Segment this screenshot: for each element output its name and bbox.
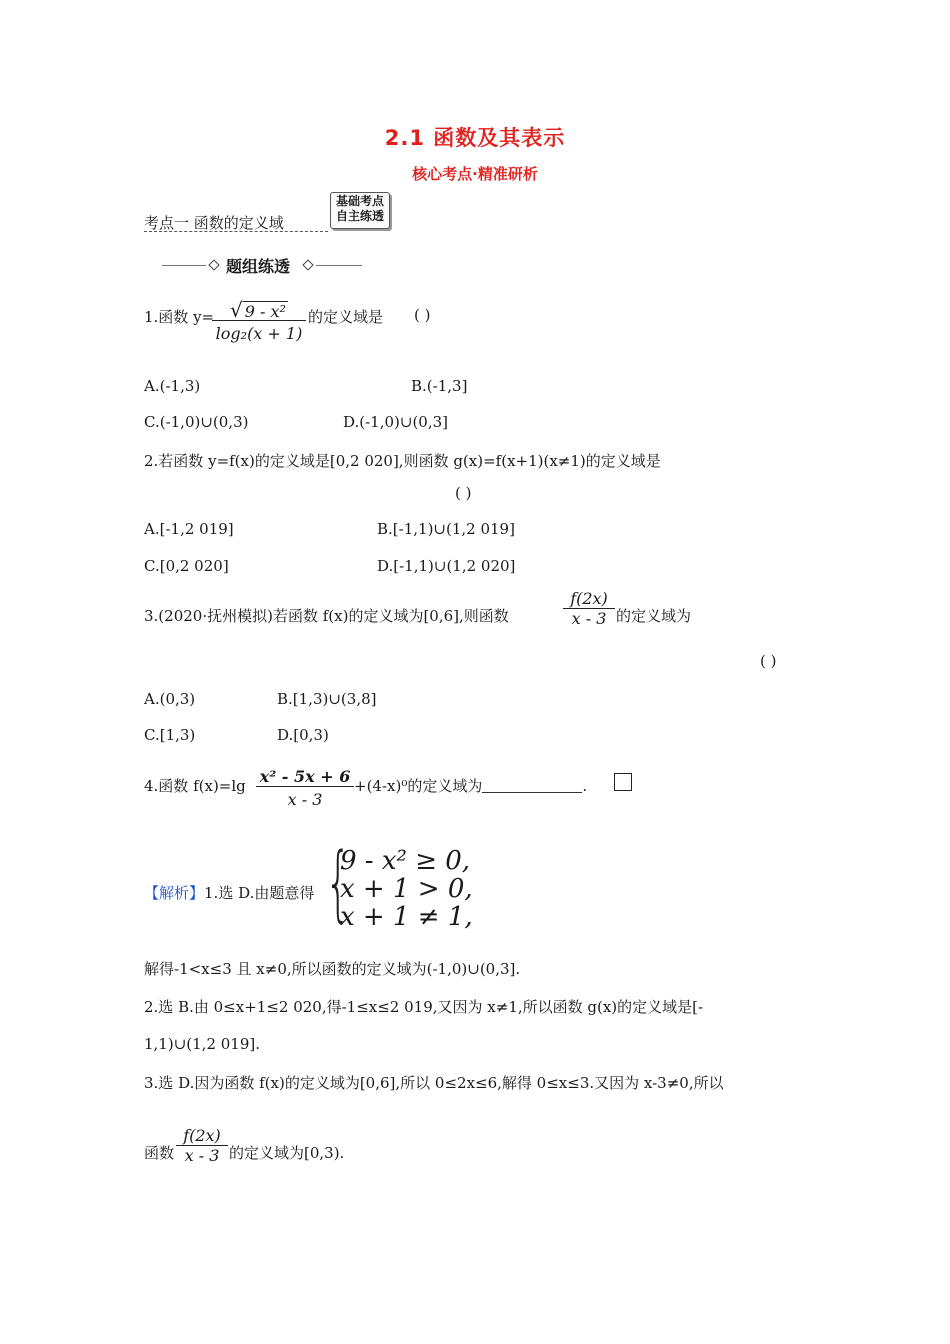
q4-prefix: 4.函数 f(x)=lg (144, 777, 246, 795)
q3-option-a: A.(0,3) (144, 690, 196, 708)
q4-suffix (354, 775, 587, 796)
analysis-intro-text: 1.选 D.由题意得 (204, 884, 315, 902)
analysis-line-4: 3.选 D.因为函数 f(x)的定义域为[0,6],所以 0≤2x≤6,解得 0≤x≤3.又因为 x-3≠0,所以 (144, 1074, 724, 1092)
q3-denominator: x - 3 (571, 609, 607, 628)
q1-option-c: C.(-1,0)∪(0,3) (144, 413, 249, 431)
q4-numerator: x² - 5x + 6 (259, 767, 351, 786)
q3-numerator: f(2x) (570, 589, 608, 608)
q1-fraction (212, 298, 306, 343)
badge-line-1: 基础考点 (335, 194, 384, 208)
q1-denominator: log₂(x + 1) (215, 324, 303, 343)
analysis-numerator: f(2x) (183, 1126, 221, 1145)
page-subtitle: 核心考点·精准研析 (412, 165, 538, 183)
analysis-fraction (176, 1126, 228, 1165)
q1-numerator: 9 - x² (244, 302, 286, 321)
q2-option-d: D.[-1,1)∪(1,2 020] (377, 557, 516, 575)
page-title: 2.1 函数及其表示 (384, 126, 566, 150)
left-brace-icon: { (325, 836, 352, 931)
q1-option-d: D.(-1,0)∪(0,3] (343, 413, 449, 431)
analysis-line-2: 2.选 B.由 0≤x+1≤2 020,得-1≤x≤2 019,又因为 x≠1,所以函数 g(x)的定义域是[- (144, 998, 704, 1016)
q3-option-c: C.[1,3) (144, 726, 196, 744)
diamond-left-icon (208, 259, 219, 270)
group-title: 题组练透 (226, 257, 291, 276)
q2-option-a: A.[-1,2 019] (144, 520, 234, 538)
q3-option-d: D.[0,3) (277, 726, 329, 744)
checkbox-square-icon[interactable] (614, 773, 632, 791)
section-badge (330, 192, 390, 229)
analysis-intro (144, 882, 314, 903)
section-label: 考点一 函数的定义域 (144, 214, 284, 232)
q1-prefix: 1.函数 y= (144, 308, 215, 326)
q2-option-b: B.[-1,1)∪(1,2 019] (377, 520, 515, 538)
analysis-line-1: 解得-1<x≤3 且 x≠0,所以函数的定义域为(-1,0)∪(0,3]. (144, 960, 521, 978)
divider-right (316, 265, 362, 266)
q3-suffix: 的定义域为 (616, 607, 692, 625)
system-line-2: x + 1 > 0, (340, 874, 473, 904)
diamond-right-icon (302, 259, 313, 270)
system-line-3: x + 1 ≠ 1, (340, 902, 473, 932)
analysis-denominator: x - 3 (184, 1146, 220, 1165)
q2-answer-paren: ( ) (455, 484, 472, 502)
analysis-line-3: 1,1)∪(1,2 019]. (144, 1035, 261, 1053)
q4-answer-blank[interactable] (482, 778, 582, 793)
q3-prefix: 3.(2020·抚州模拟)若函数 f(x)的定义域为[0,6],则函数 (144, 607, 509, 625)
section-underline (144, 231, 328, 232)
q1-option-a: A.(-1,3) (144, 377, 201, 395)
q2-text: 2.若函数 y=f(x)的定义域是[0,2 020],则函数 g(x)=f(x+1)(x≠1)的定义域是 (144, 452, 661, 470)
q4-suffix-text: +(4-x)⁰的定义域为 (354, 777, 483, 795)
q4-period: . (582, 777, 588, 795)
q3-fraction (563, 589, 615, 628)
q1-option-b: B.(-1,3] (411, 377, 468, 395)
q2-option-c: C.[0,2 020] (144, 557, 229, 575)
analysis-line-5-suffix: 的定义域为[0,3). (229, 1144, 345, 1162)
q4-denominator: x - 3 (287, 790, 323, 809)
group-heading (162, 254, 362, 276)
q1-answer-paren: ( ) (414, 306, 431, 324)
sqrt-icon: √ (230, 298, 243, 322)
q1-suffix: 的定义域是 (308, 308, 384, 326)
badge-line-2: 自主练透 (335, 209, 384, 223)
analysis-tag: 【解析】 (144, 884, 205, 902)
q3-answer-paren: ( ) (760, 652, 777, 670)
system-line-1: 9 - x² ≥ 0, (340, 846, 471, 876)
divider-left (162, 265, 206, 266)
q3-option-b: B.[1,3)∪(3,8] (277, 690, 377, 708)
q4-fraction (256, 767, 354, 809)
analysis-line-5-prefix: 函数 (144, 1144, 175, 1162)
